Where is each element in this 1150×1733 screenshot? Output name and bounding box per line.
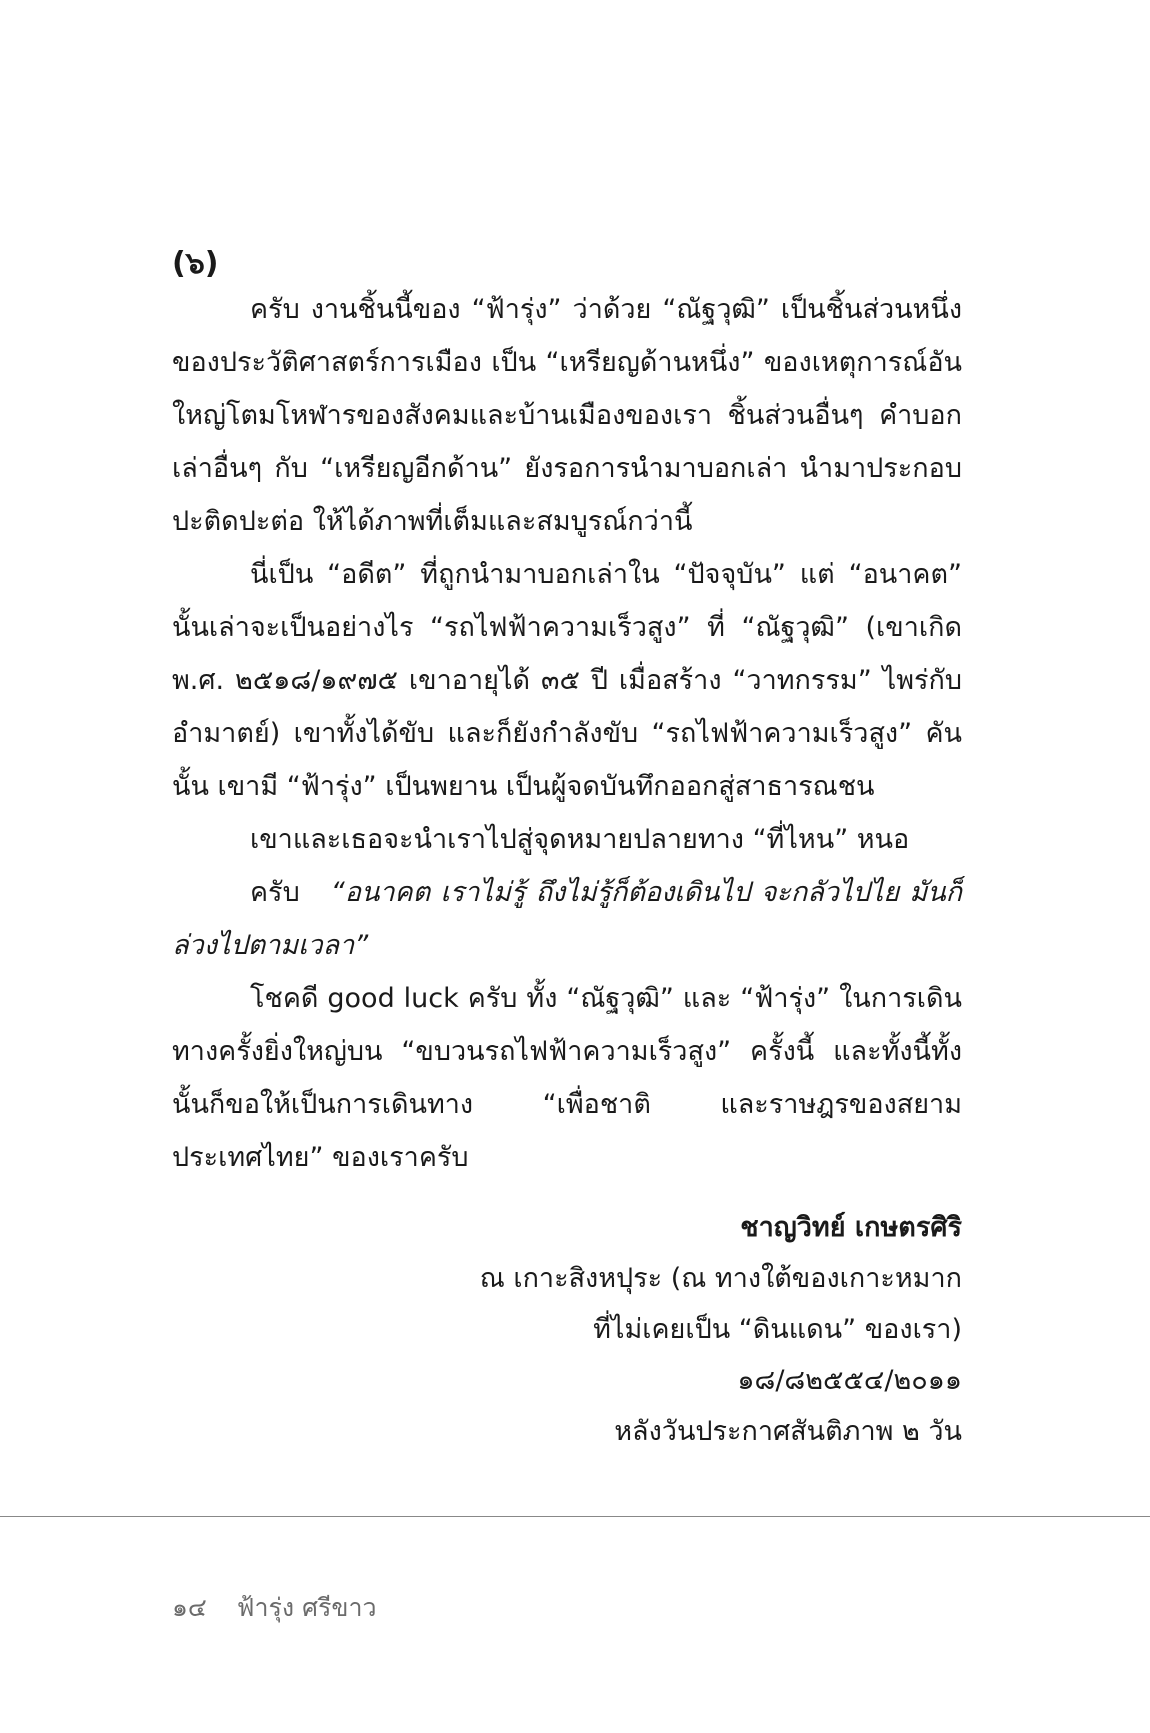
page-number: ๑๔ <box>172 1593 207 1622</box>
paragraph-2: นี่เป็น “อดีต” ที่ถูกนำมาบอกเล่าใน “ปัจจุบัน” แต่ “อนาคต” นั้นเล่าจะเป็นอย่างไร “รถไฟฟ้าความเร็วสูง” ที่ “ณัฐวุฒิ” (เขาเกิด พ.ศ. ๒๕๑๘/๑๙๗๕ เขาอายุได้ ๓๕ ปี เมื่อสร้าง “วาทกรรม” ไพร่กับอำมาตย์) เขาทั้งได้ขับ และก็ยังกำลังขับ “รถไฟฟ้าความเร็วสูง” คันนั้น เขามี “ฟ้ารุ่ง” เป็นพยาน เป็นผู้จดบันทึกออกสู่สาธารณชน <box>172 559 962 802</box>
paragraph-1: ครับ งานชิ้นนี้ของ “ฟ้ารุ่ง” ว่าด้วย “ณัฐวุฒิ” เป็นชิ้นส่วนหนึ่งของประวัติศาสตร์การเมือง เป็น “เหรียญด้านหนึ่ง” ของเหตุการณ์อันใหญ่โตมโหฬารของสังคมและบ้านเมืองของเรา ชิ้นส่วนอื่นๆ คำบอกเล่าอื่นๆ กับ “เหรียญอีกด้าน” ยังรอการนำมาบอกเล่า นำมาประกอบ ปะติดปะต่อ ให้ได้ภาพที่เต็มและสมบูรณ์กว่านี้ <box>172 294 962 537</box>
paragraph-3: เขาและเธอจะนำเราไปสู่จุดหมายปลายทาง “ที่ไหน” หนอ <box>250 824 910 855</box>
signature-place-line-2: ที่ไม่เคยเป็น “ดินแดน” ของเรา) <box>593 1314 962 1345</box>
quote-paragraph <box>172 866 962 972</box>
signature-author: ชาญวิทย์ เกษตรศิริ <box>740 1212 962 1243</box>
section-heading: (๖) <box>172 246 219 281</box>
book-title: ฟ้ารุ่ง ศรีขาว <box>236 1593 377 1622</box>
quote-text: “อนาคต เราไม่รู้ ถึงไม่รู้ก็ต้องเดินไป จะกลัวไปไย มันก็ล่วงไปตามเวลา” <box>172 877 963 961</box>
quote-lead: ครับ <box>250 877 300 908</box>
footer-divider <box>0 1516 1150 1517</box>
signature-date: ๑๘/๘๒๕๕๔/๒๐๑๑ <box>737 1365 962 1396</box>
closing-paragraph: โชคดี good luck ครับ ทั้ง “ณัฐวุฒิ” และ “ฟ้ารุ่ง” ในการเดินทางครั้งยิ่งใหญ่บน “ขบวนรถไฟฟ้าความเร็วสูง” ครั้งนี้ และทั้งนี้ทั้งนั้นก็ขอให้เป็นการเดินทาง “เพื่อชาติ และราษฎรของสยามประเทศไทย” ของเราครับ <box>172 983 962 1173</box>
signature-place-line-1: ณ เกาะสิงหปุระ (ณ ทางใต้ของเกาะหมาก <box>479 1263 962 1294</box>
page-footer <box>172 1588 377 1628</box>
body-text <box>172 283 962 1184</box>
signature-note: หลังวันประกาศสันติภาพ ๒ วัน <box>614 1416 962 1447</box>
signature-block <box>262 1202 962 1457</box>
